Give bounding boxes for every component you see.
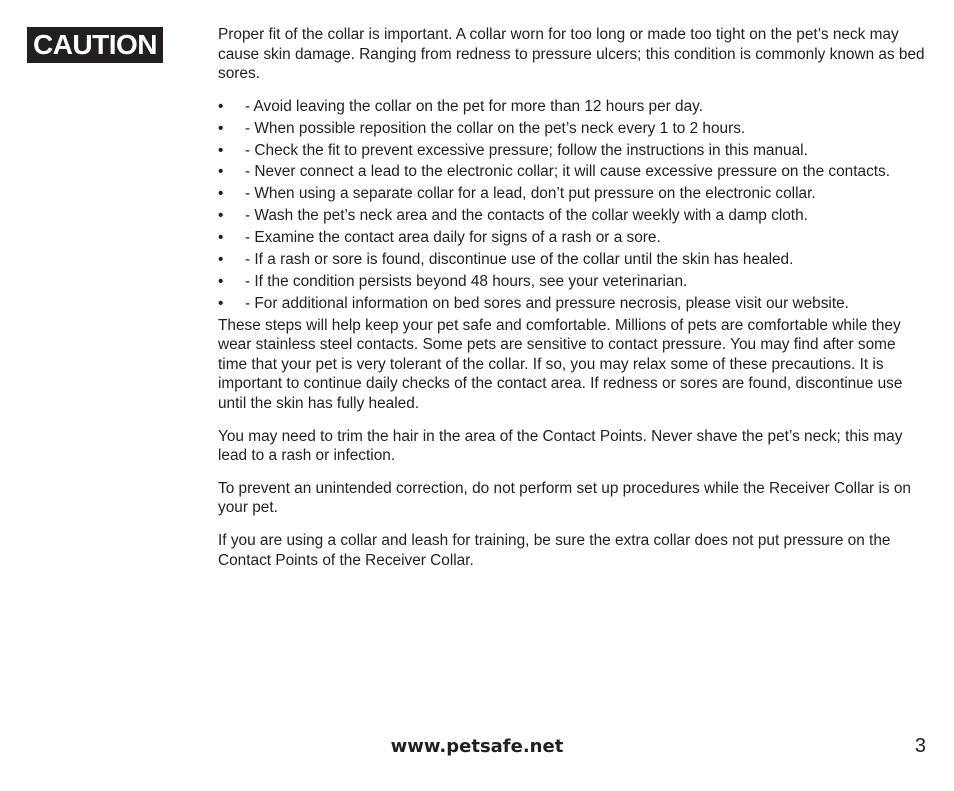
bullet-icon: •	[218, 163, 224, 181]
setup-procedure-paragraph: To prevent an unintended correction, do not perform set up procedures while the Receiver Collar is on your pet.	[218, 479, 911, 517]
intro-paragraph: Proper fit of the collar is important. A collar worn for too long or made too tight on the pet’s neck may cause skin damage. Ranging from redness to pressure ulcers; this condition is commonly known as bed sores.	[218, 26, 925, 83]
list-item: • - If a rash or sore is found, discontinue use of the collar until the skin has healed.	[218, 251, 794, 269]
safety-steps-paragraph: These steps will help keep your pet safe and comfortable. Millions of pets are comfortable while they wear stainless steel contacts. Some pets are sensitive to contact pressure. You may find after some time that your pet is very tolerant of the collar. If so, you may relax some of these precautions. It is important to continue daily checks of the contact area. If redness or sores are found, discontinue use until the skin has fully healed.	[218, 316, 903, 413]
bullet-icon: •	[218, 185, 224, 203]
bullet-icon: •	[218, 119, 224, 137]
bullet-icon: •	[218, 141, 224, 159]
page-number: 3	[914, 735, 926, 757]
list-item: • - If the condition persists beyond 48 hours, see your veterinarian.	[218, 272, 688, 290]
list-item: • - Wash the pet’s neck area and the contacts of the collar weekly with a damp cloth.	[218, 207, 808, 225]
leash-training-paragraph: If you are using a collar and leash for training, be sure the extra collar does not put pressure on the Contact Points of the Receiver Collar.	[218, 532, 891, 569]
bullet-icon: •	[218, 229, 224, 247]
list-item: • - Avoid leaving the collar on the pet for more than 12 hours per day.	[218, 97, 704, 115]
footer-website-link[interactable]: www.petsafe.net	[390, 736, 564, 757]
list-item: • - When using a separate collar for a lead, don’t put pressure on the electronic collar.	[218, 185, 816, 203]
bullet-icon: •	[218, 294, 224, 312]
list-item: • - Never connect a lead to the electronic collar; it will cause excessive pressure on the contacts.	[218, 163, 891, 181]
list-item: • - Check the fit to prevent excessive pressure; follow the instructions in this manual.	[218, 141, 808, 159]
bullet-icon: •	[218, 251, 224, 269]
document-body	[218, 25, 928, 570]
list-item: • - When possible reposition the collar on the pet’s neck every 1 to 2 hours.	[218, 119, 746, 137]
precautions-list	[218, 97, 928, 314]
list-item: • - For additional information on bed sores and pressure necrosis, please visit our website.	[218, 294, 849, 312]
caution-badge: CAUTION	[27, 27, 163, 63]
list-item: • - Examine the contact area daily for signs of a rash or a sore.	[218, 229, 661, 247]
bullet-icon: •	[218, 272, 224, 290]
trim-hair-paragraph: You may need to trim the hair in the area of the Contact Points. Never shave the pet’s neck; this may lead to a rash or infection.	[218, 427, 903, 465]
bullet-icon: •	[218, 97, 224, 115]
bullet-icon: •	[218, 207, 224, 225]
